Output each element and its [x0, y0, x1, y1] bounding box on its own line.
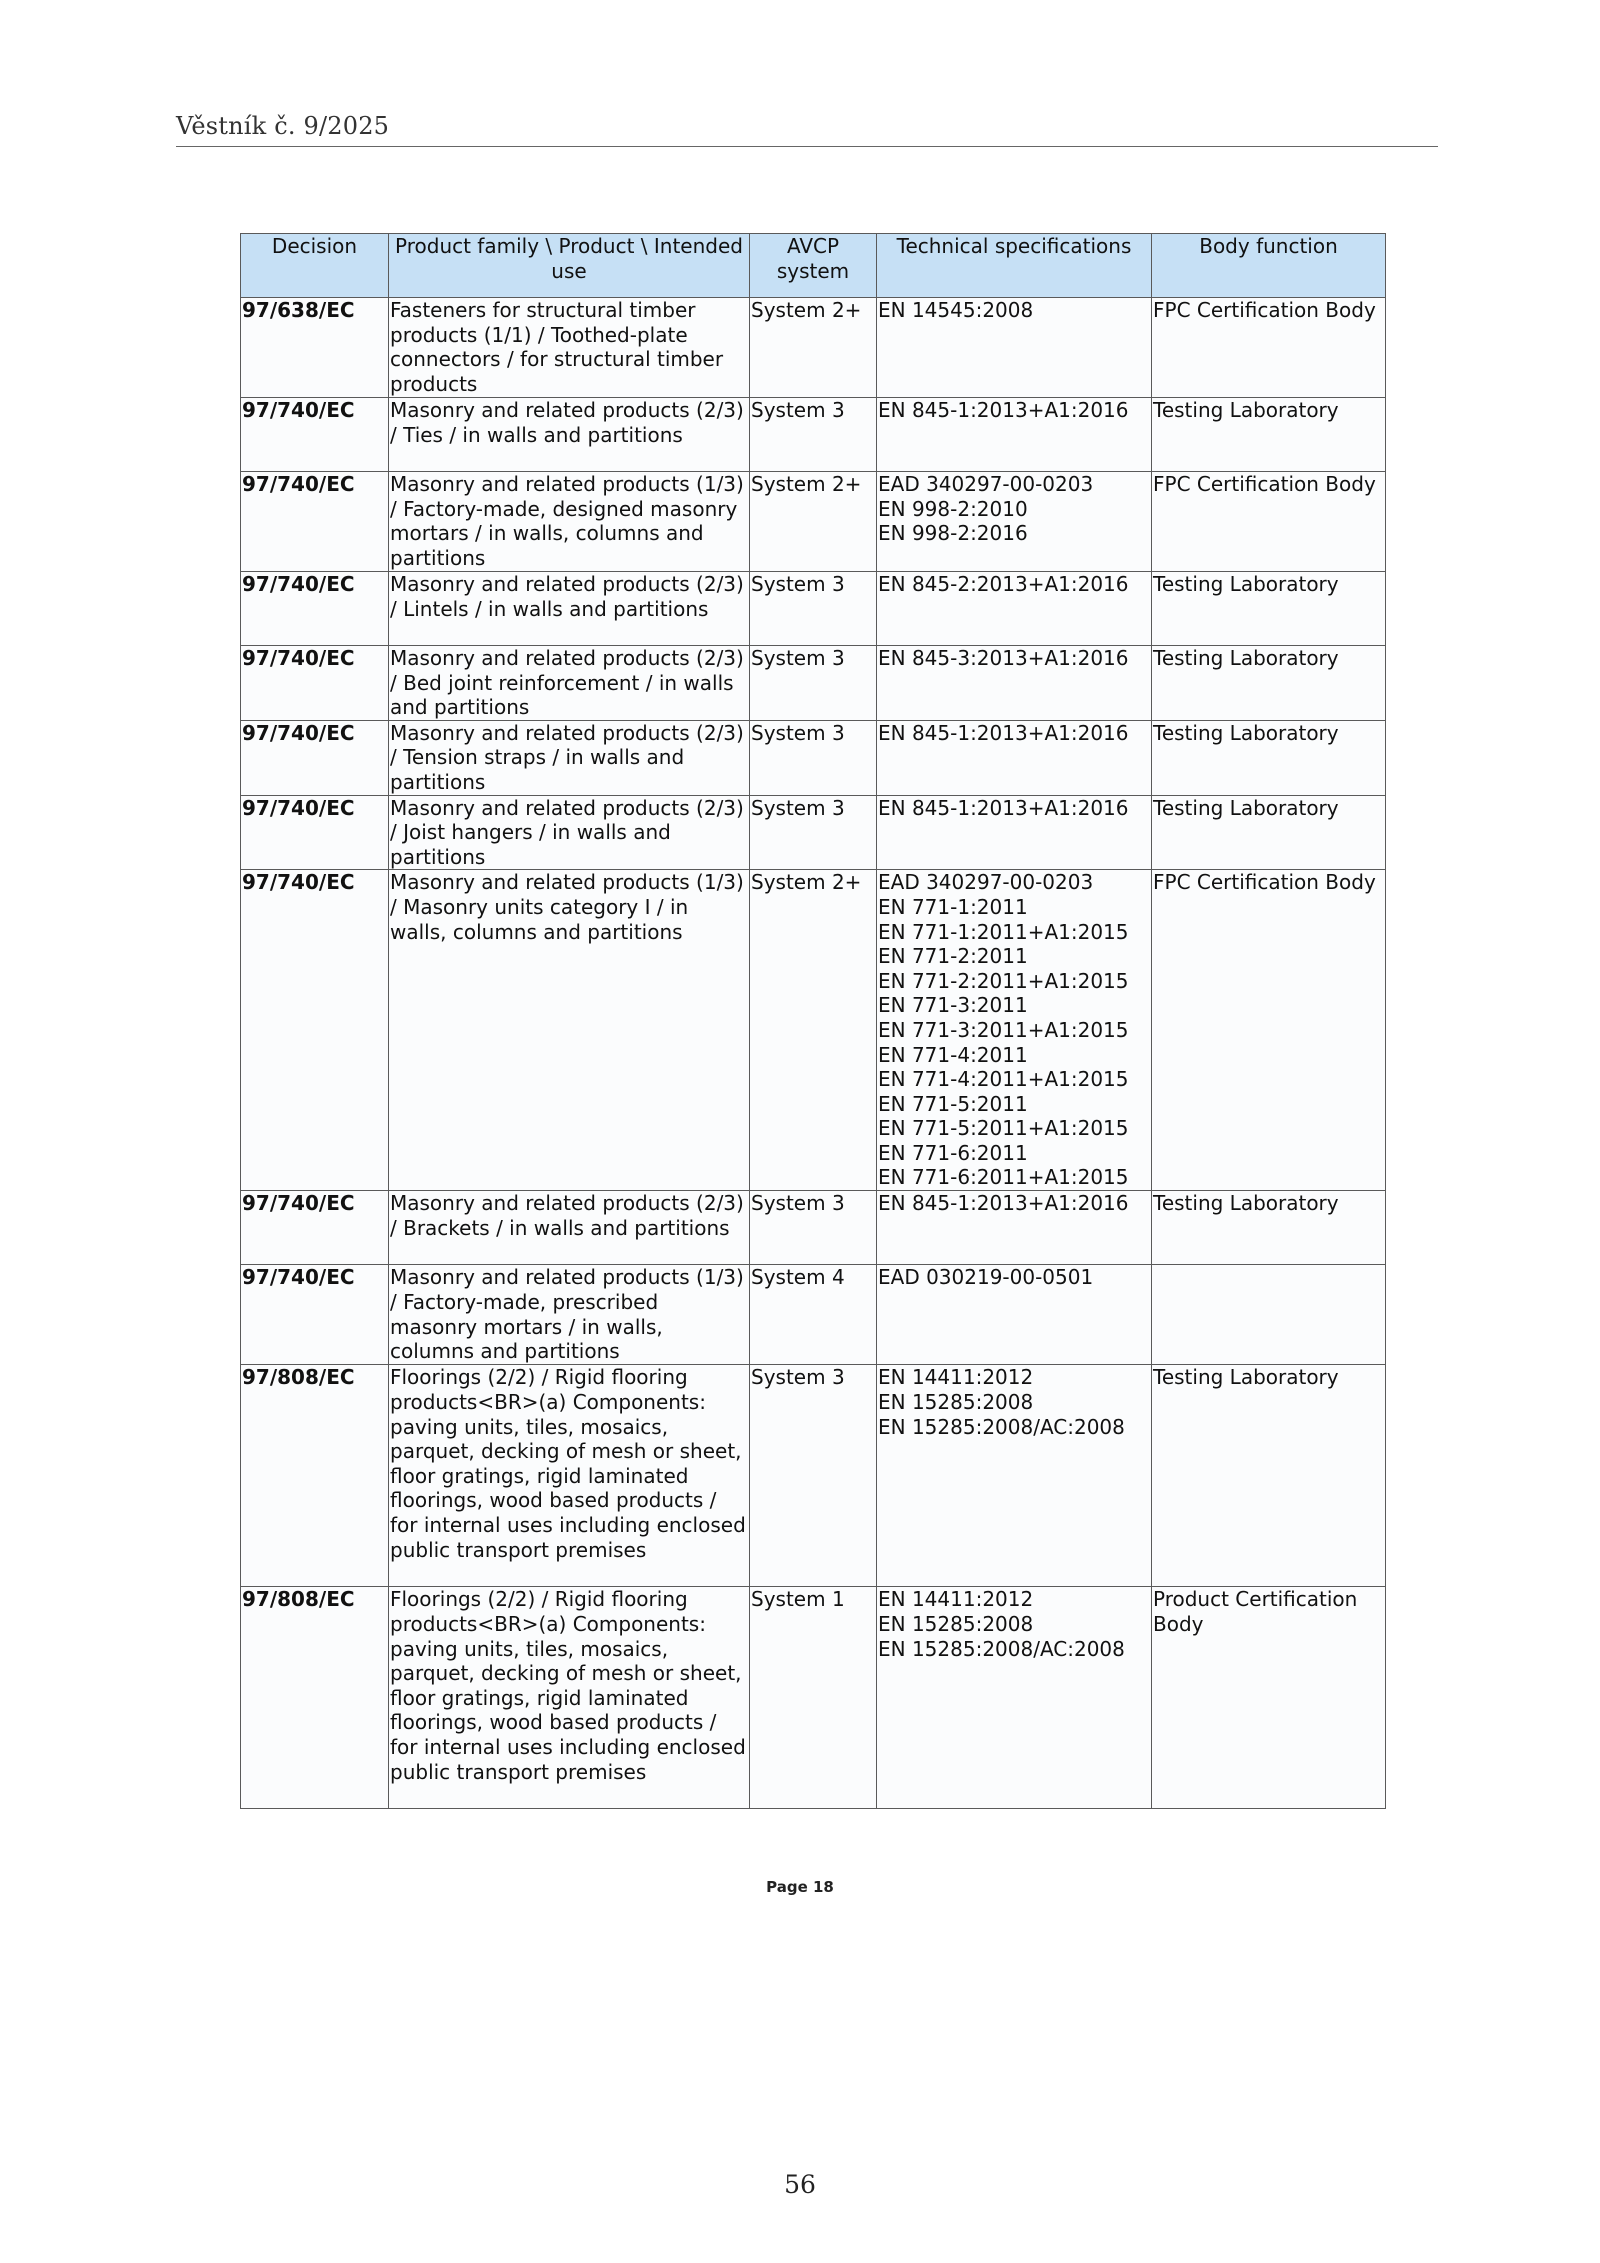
product-cell: Masonry and related products (1/3) / Masonry units category I / in walls, columns and partitions — [389, 870, 750, 1191]
avcp-cell: System 3 — [750, 1365, 877, 1587]
product-cell: Masonry and related products (2/3) / Ties / in walls and partitions — [389, 398, 750, 472]
decision-cell: 97/808/EC — [241, 1587, 389, 1809]
specs-cell: EAD 340297-00-0203 EN 771-1:2011 EN 771-1:2011+A1:2015 EN 771-2:2011 EN 771-2:2011+A1:2015 EN 771-3:2011 EN 771-3:2011+A1:2015 EN 771-4:2011 EN 771-4:2011+A1:2015 EN 771-5:2011 EN 771-5:2011+A1:2015 EN 771-6:2011 EN 771-6:2011+A1:2015 — [877, 870, 1152, 1191]
column-header-specs: Technical specifications — [877, 234, 1152, 298]
specs-cell: EN 845-1:2013+A1:2016 — [877, 720, 1152, 795]
table-row — [241, 1365, 1386, 1587]
product-cell: Floorings (2/2) / Rigid flooring products<BR>(a) Components: paving units, tiles, mosaics, parquet, decking of mesh or sheet, floor gratings, rigid laminated floorings, wood based products / for internal uses including enclosed public transport premises — [389, 1587, 750, 1809]
body-cell: Product Certification Body — [1152, 1587, 1386, 1809]
table-row — [241, 1265, 1386, 1365]
product-cell: Masonry and related products (2/3) / Bed joint reinforcement / in walls and partitions — [389, 646, 750, 721]
table-row — [241, 298, 1386, 398]
product-cell: Fasteners for structural timber products (1/1) / Toothed-plate connectors / for structural timber products — [389, 298, 750, 398]
product-cell: Floorings (2/2) / Rigid flooring products<BR>(a) Components: paving units, tiles, mosaics, parquet, decking of mesh or sheet, floor gratings, rigid laminated floorings, wood based products / for internal uses including enclosed public transport premises — [389, 1365, 750, 1587]
table-body — [241, 298, 1386, 1809]
body-cell: Testing Laboratory — [1152, 720, 1386, 795]
column-header-product: Product family \ Product \ Intended use — [389, 234, 750, 298]
specifications-table — [240, 233, 1386, 1809]
table-row — [241, 720, 1386, 795]
header-rule — [176, 146, 1438, 147]
product-cell: Masonry and related products (2/3) / Joist hangers / in walls and partitions — [389, 795, 750, 870]
specs-cell: EN 845-1:2013+A1:2016 — [877, 795, 1152, 870]
product-cell: Masonry and related products (2/3) / Lintels / in walls and partitions — [389, 572, 750, 646]
column-header-avcp: AVCP system — [750, 234, 877, 298]
product-cell: Masonry and related products (2/3) / Brackets / in walls and partitions — [389, 1191, 750, 1265]
body-cell — [1152, 1265, 1386, 1365]
specs-cell: EN 845-2:2013+A1:2016 — [877, 572, 1152, 646]
column-header-decision: Decision — [241, 234, 389, 298]
decision-cell: 97/740/EC — [241, 1265, 389, 1365]
body-cell: Testing Laboratory — [1152, 572, 1386, 646]
specs-cell: EN 845-1:2013+A1:2016 — [877, 398, 1152, 472]
avcp-cell: System 3 — [750, 795, 877, 870]
body-cell: Testing Laboratory — [1152, 646, 1386, 721]
avcp-cell: System 3 — [750, 572, 877, 646]
specs-cell: EN 845-3:2013+A1:2016 — [877, 646, 1152, 721]
decision-cell: 97/740/EC — [241, 870, 389, 1191]
avcp-cell: System 3 — [750, 720, 877, 795]
table-row — [241, 870, 1386, 1191]
body-cell: FPC Certification Body — [1152, 472, 1386, 572]
table-row — [241, 646, 1386, 721]
table-header — [241, 234, 1386, 298]
specs-cell: EN 14545:2008 — [877, 298, 1152, 398]
page-number: 56 — [784, 2170, 816, 2199]
table-row — [241, 572, 1386, 646]
header-row — [241, 234, 1386, 298]
running-head-title: Věstník č. 9/2025 — [176, 112, 390, 140]
body-cell: FPC Certification Body — [1152, 298, 1386, 398]
decision-cell: 97/740/EC — [241, 398, 389, 472]
specs-cell: EAD 030219-00-0501 — [877, 1265, 1152, 1365]
avcp-cell: System 3 — [750, 646, 877, 721]
specs-cell: EN 845-1:2013+A1:2016 — [877, 1191, 1152, 1265]
table-row — [241, 795, 1386, 870]
avcp-cell: System 2+ — [750, 298, 877, 398]
avcp-cell: System 4 — [750, 1265, 877, 1365]
avcp-cell: System 3 — [750, 398, 877, 472]
table-row — [241, 398, 1386, 472]
body-cell: Testing Laboratory — [1152, 398, 1386, 472]
decision-cell: 97/638/EC — [241, 298, 389, 398]
specs-cell: EAD 340297-00-0203 EN 998-2:2010 EN 998-2:2016 — [877, 472, 1152, 572]
decision-cell: 97/740/EC — [241, 646, 389, 721]
body-cell: FPC Certification Body — [1152, 870, 1386, 1191]
product-cell: Masonry and related products (1/3) / Factory-made, designed masonry mortars / in walls, columns and partitions — [389, 472, 750, 572]
product-cell: Masonry and related products (2/3) / Tension straps / in walls and partitions — [389, 720, 750, 795]
table-row — [241, 1587, 1386, 1809]
specs-cell: EN 14411:2012 EN 15285:2008 EN 15285:2008/AC:2008 — [877, 1587, 1152, 1809]
body-cell: Testing Laboratory — [1152, 1365, 1386, 1587]
decision-cell: 97/740/EC — [241, 795, 389, 870]
specs-cell: EN 14411:2012 EN 15285:2008 EN 15285:2008/AC:2008 — [877, 1365, 1152, 1587]
decision-cell: 97/740/EC — [241, 572, 389, 646]
decision-cell: 97/740/EC — [241, 472, 389, 572]
body-cell: Testing Laboratory — [1152, 795, 1386, 870]
avcp-cell: System 2+ — [750, 870, 877, 1191]
decision-cell: 97/808/EC — [241, 1365, 389, 1587]
avcp-cell: System 3 — [750, 1191, 877, 1265]
column-header-body: Body function — [1152, 234, 1386, 298]
table-row — [241, 1191, 1386, 1265]
avcp-cell: System 2+ — [750, 472, 877, 572]
decision-cell: 97/740/EC — [241, 1191, 389, 1265]
decision-cell: 97/740/EC — [241, 720, 389, 795]
product-cell: Masonry and related products (1/3) / Factory-made, prescribed masonry mortars / in walls, columns and partitions — [389, 1265, 750, 1365]
table-row — [241, 472, 1386, 572]
body-cell: Testing Laboratory — [1152, 1191, 1386, 1265]
avcp-cell: System 1 — [750, 1587, 877, 1809]
table-page-label: Page 18 — [766, 1878, 834, 1896]
